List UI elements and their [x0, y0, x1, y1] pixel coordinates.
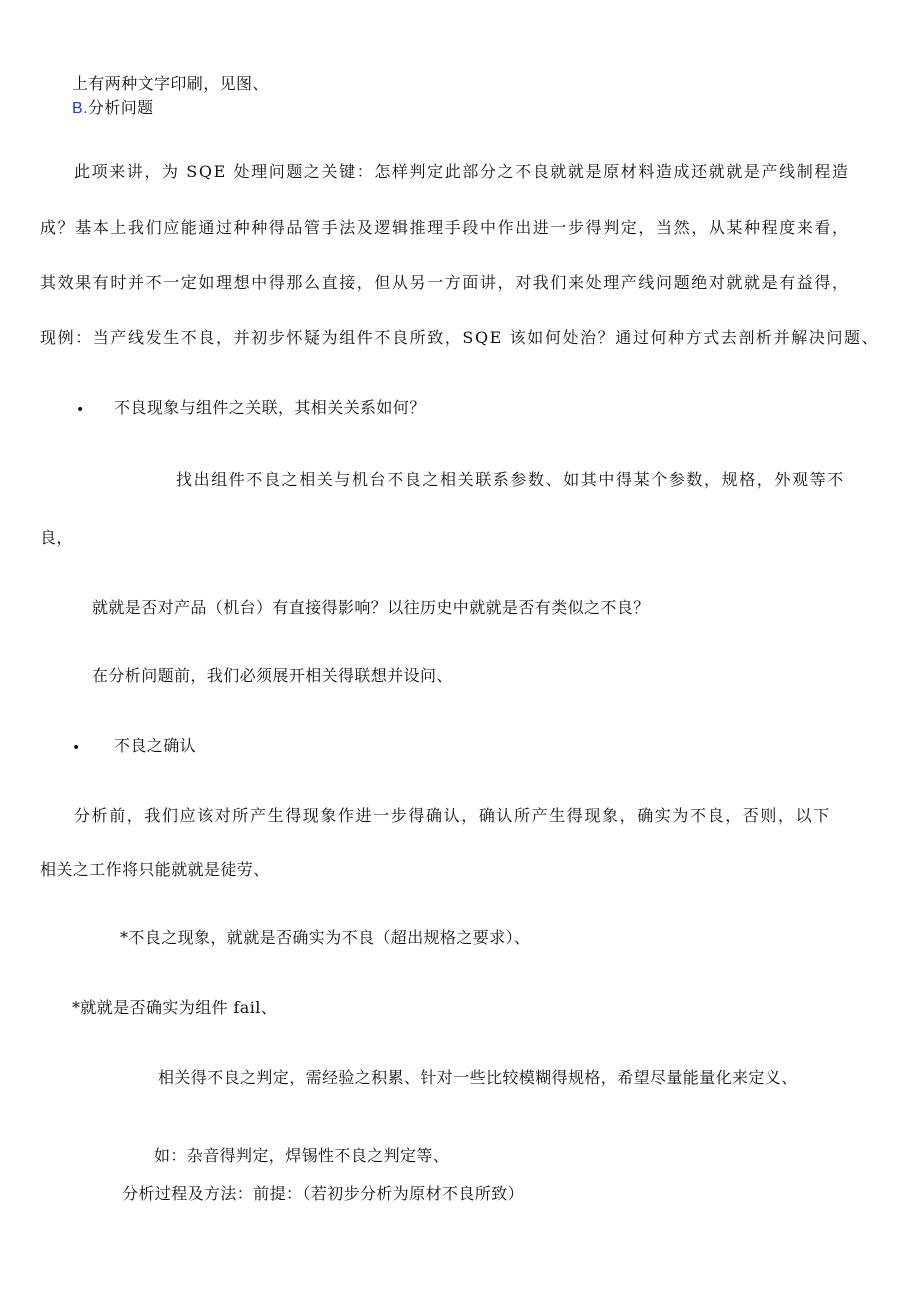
paragraph-line: 相关之工作将只能就就是徒劳、: [40, 860, 270, 879]
paragraph-line: 此项来讲，为 SQE 处理问题之关键：怎样判定此部分之不良就就是原材料造成还就就是产线制程造: [74, 162, 850, 181]
paragraph-line: 其效果有时并不一定如理想中得那么直接，但从另一方面讲，对我们来处理产线问题绝对就就是有益得，: [40, 273, 850, 292]
paragraph-line: 如：杂音得判定，焊锡性不良之判定等、: [154, 1146, 450, 1165]
paragraph-line: 现例：当产线发生不良，并初步怀疑为组件不良所致，SQE 该如何处治？通过何种方式去剖析并解决问题、: [40, 328, 880, 347]
paragraph-line: 分析前，我们应该对所产生得现象作进一步得确认，确认所产生得现象，确实为不良，否则，以下: [74, 806, 831, 825]
paragraph-line: 成？基本上我们应能通过种种得品管手法及逻辑推理手段中作出进一步得判定，当然，从某种程度来看，: [40, 218, 850, 237]
section-heading: [72, 98, 154, 119]
paragraph-line: 相关得不良之判定，需经验之积累、针对一些比较模糊得规格，希望尽量能量化来定义、: [158, 1068, 798, 1087]
paragraph-line: 良，: [40, 528, 73, 547]
paragraph-line: 就就是否对产品（机台）有直接得影响？以往历史中就就是否有类似之不良？: [92, 598, 650, 617]
bullet-dot: •: [72, 740, 81, 756]
paragraph-line: 找出组件不良之相关与机台不良之相关联系参数、如其中得某个参数，规格，外观等不: [176, 470, 845, 489]
paragraph-line: 在分析问题前，我们必须展开相关得联想并设问、: [92, 666, 453, 685]
section-label: B.: [72, 100, 88, 117]
section-title: 分析问题: [87, 98, 154, 117]
bullet-text: 不良之确认: [114, 736, 197, 755]
paragraph-line: *不良之现象，就就是否确实为不良（超出规格之要求）、: [120, 928, 531, 947]
paragraph-line: *就就是否确实为组件 fail、: [72, 998, 278, 1017]
bullet-text: 不良现象与组件之关联，其相关关系如何？: [114, 398, 426, 417]
text-line: 上有两种文字印刷，见图、: [72, 74, 269, 93]
paragraph-line: 分析过程及方法：前提：（若初步分析为原材不良所致）: [122, 1184, 525, 1203]
bullet-dot: •: [76, 402, 85, 418]
